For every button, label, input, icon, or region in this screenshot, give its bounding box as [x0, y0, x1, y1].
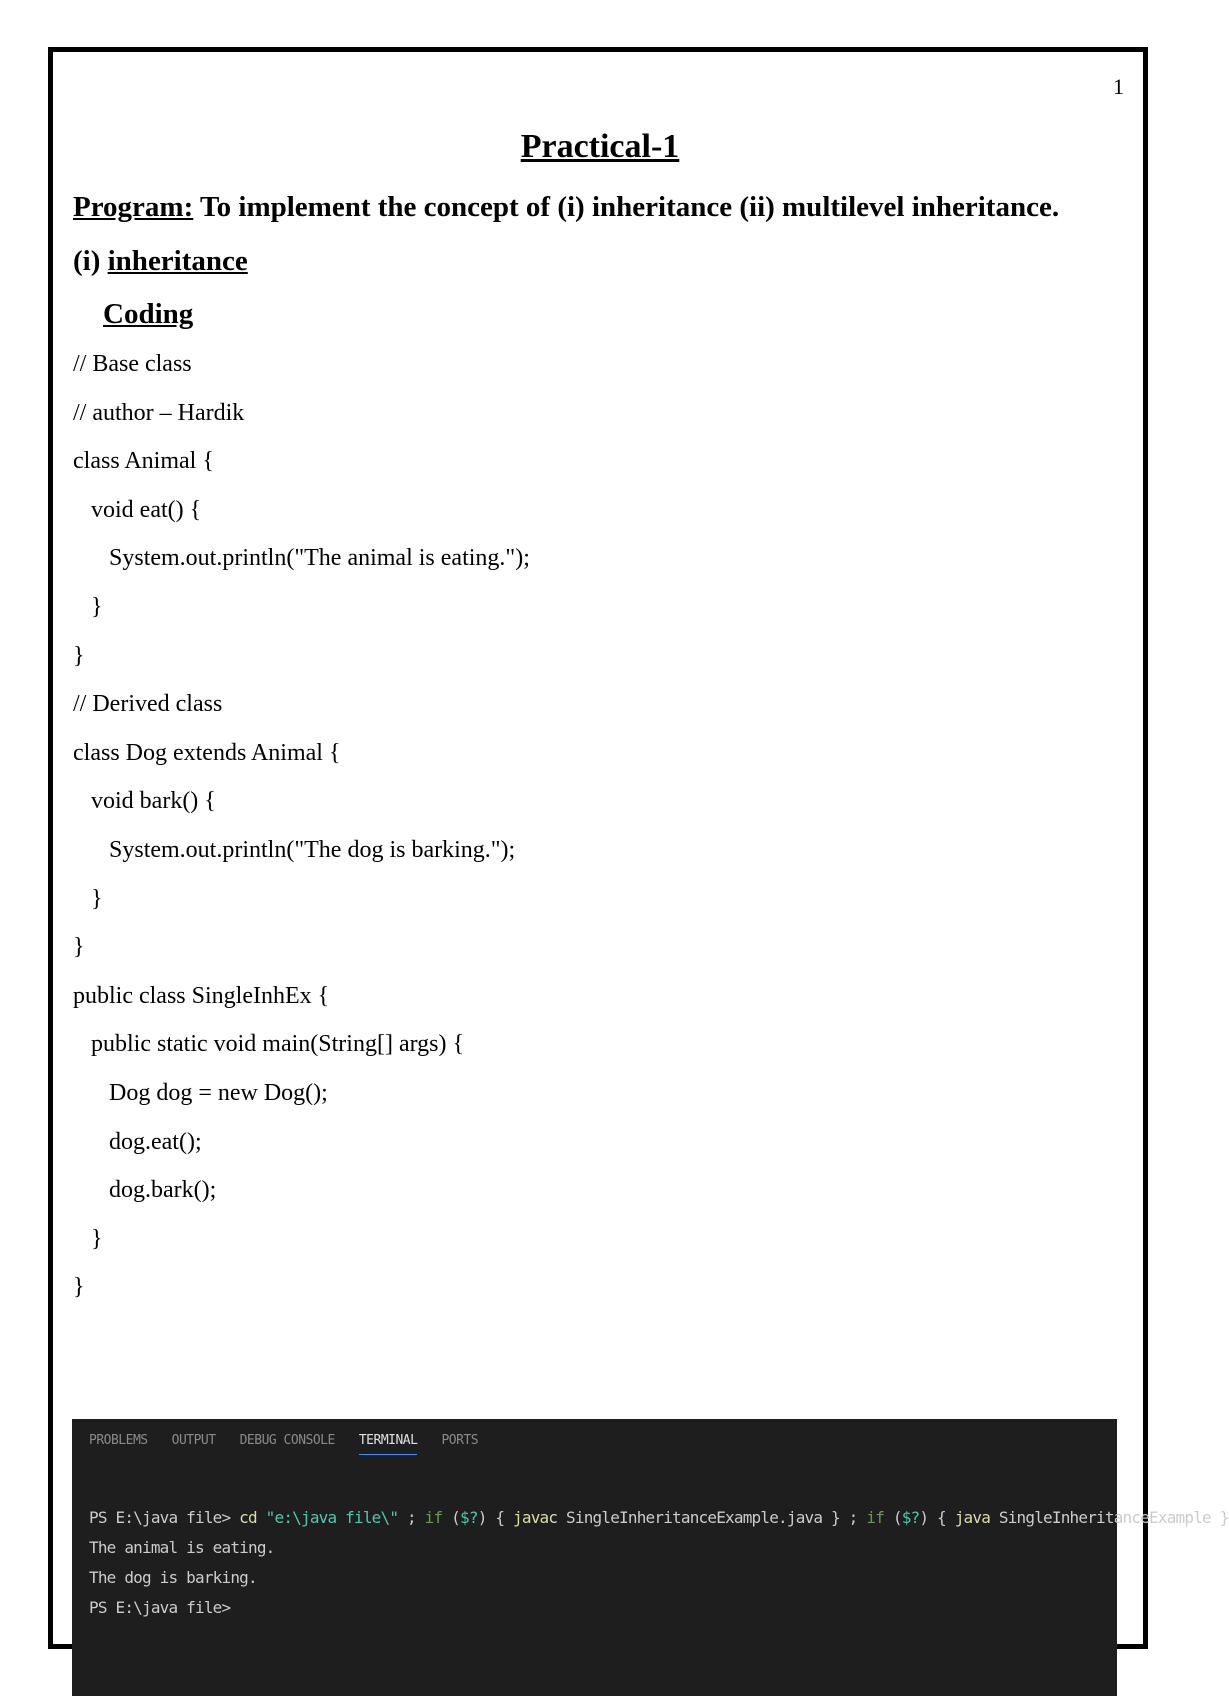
code-line: }: [73, 934, 85, 961]
program-statement: [73, 191, 1059, 224]
tab-debug-console[interactable]: DEBUG CONSOLE: [239, 1433, 335, 1448]
tab-ports[interactable]: PORTS: [441, 1433, 479, 1448]
cmd-if: if: [866, 1508, 885, 1527]
tab-problems[interactable]: PROBLEMS: [89, 1433, 148, 1448]
cmd-path: "e:\java file\": [256, 1508, 399, 1527]
cmd-paren: ) {: [919, 1508, 955, 1527]
terminal-tab-bar: [89, 1433, 478, 1455]
terminal-output-line: The animal is eating.: [89, 1538, 275, 1557]
cmd-cd: cd: [239, 1508, 257, 1527]
code-line: void eat() {: [73, 496, 202, 523]
program-text: To implement the concept of (i) inheritance (ii) multilevel inheritance.: [193, 191, 1060, 223]
section-title: inheritance: [107, 245, 248, 277]
code-line: }: [73, 885, 103, 912]
terminal-panel: [72, 1419, 1229, 1696]
code-line: dog.bark();: [73, 1177, 217, 1204]
cmd-if: if: [424, 1508, 443, 1527]
tab-terminal[interactable]: TERMINAL: [359, 1433, 418, 1455]
code-line: }: [73, 1225, 103, 1252]
code-line: dog.eat();: [73, 1128, 202, 1155]
terminal-prompt: PS E:\java file>: [89, 1508, 240, 1527]
cmd-sep: ;: [398, 1508, 425, 1527]
terminal-command-line: [89, 1503, 1229, 1533]
code-line: class Animal {: [73, 448, 214, 475]
cmd-java: java: [954, 1508, 991, 1527]
cmd-paren: (: [884, 1508, 902, 1527]
terminal-prompt-line: PS E:\java file>: [89, 1598, 231, 1617]
code-line: System.out.println("The animal is eating.");: [73, 545, 530, 572]
code-line: // Base class: [73, 351, 192, 377]
coding-label: Coding: [103, 298, 194, 330]
code-line: }: [73, 642, 85, 669]
code-line: }: [73, 593, 103, 620]
cmd-javac-arg: SingleInheritanceExample.java } ;: [557, 1508, 867, 1527]
code-block: [73, 350, 530, 1322]
section-heading: [73, 245, 248, 278]
code-line: public static void main(String[] args) {: [73, 1031, 465, 1058]
code-line: System.out.println("The dog is barking.");: [73, 836, 516, 863]
cmd-status-var: $?: [460, 1508, 478, 1527]
code-line: // Derived class: [73, 691, 223, 718]
cmd-paren: ) {: [477, 1508, 514, 1527]
program-label: Program:: [73, 191, 194, 223]
page-number: 1: [1113, 74, 1124, 99]
tab-output[interactable]: OUTPUT: [171, 1433, 216, 1448]
terminal-output-line: The dog is barking.: [89, 1568, 257, 1587]
page-title: Practical-1: [520, 128, 680, 165]
code-line: public class SingleInhEx {: [73, 982, 330, 1009]
section-prefix: (i): [73, 245, 108, 277]
cmd-status-var: $?: [901, 1508, 920, 1527]
cmd-javac: javac: [513, 1508, 558, 1527]
terminal-output[interactable]: [89, 1503, 1229, 1623]
code-line: void bark() {: [73, 788, 216, 815]
cmd-java-arg: SingleInheritanceExample }: [990, 1508, 1229, 1527]
code-line: }: [73, 1274, 85, 1301]
code-line: class Dog extends Animal {: [73, 739, 341, 766]
code-line: Dog dog = new Dog();: [73, 1079, 328, 1106]
code-line: // author – Hardik: [73, 399, 245, 426]
cmd-paren: (: [442, 1508, 461, 1527]
